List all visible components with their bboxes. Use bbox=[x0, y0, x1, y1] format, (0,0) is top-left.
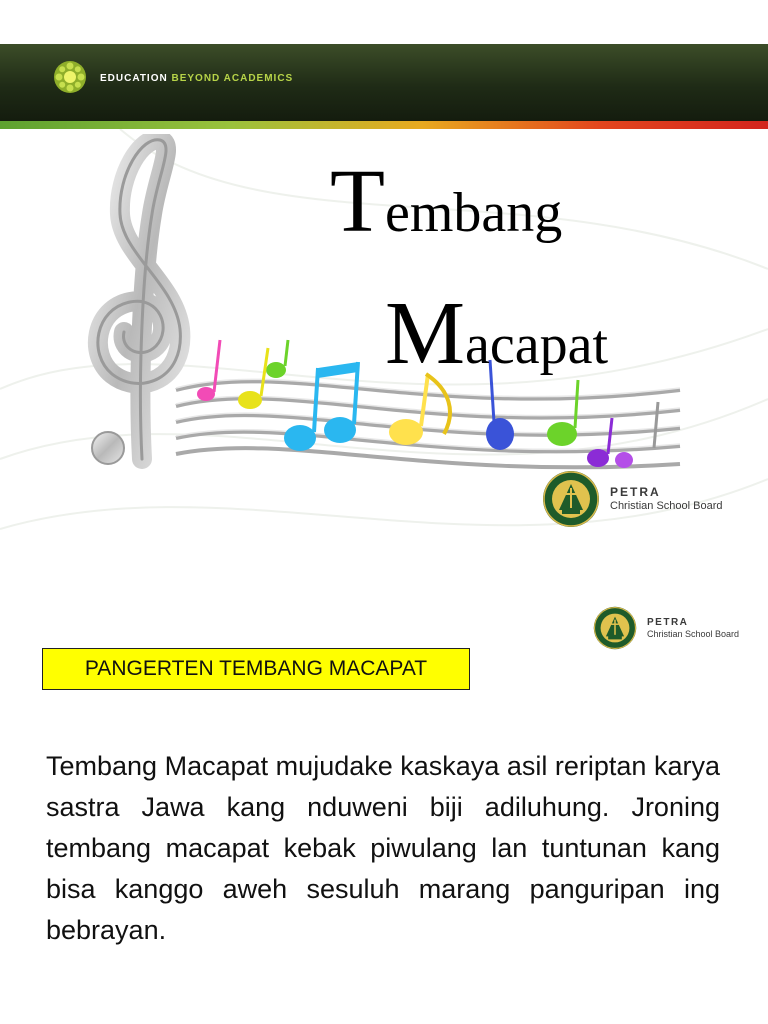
title-line-2 bbox=[385, 282, 608, 385]
section-heading: PANGERTEN TEMBANG MACAPAT bbox=[42, 648, 470, 690]
body-paragraph: Tembang Macapat mujudake kaskaya asil reriptan karya sastra Jawa kang nduweni biji adiluhung. Jroning tembang macapat kebak piwulang lan tuntunan kang bisa kanggo aweh sesuluh marang panguripan ing bebrayan. bbox=[46, 751, 720, 945]
petra-seal-icon bbox=[542, 470, 600, 528]
title-rest-acapat: acapat bbox=[465, 314, 609, 376]
title-rest-embang: embang bbox=[384, 182, 563, 244]
sun-badge-icon bbox=[53, 60, 87, 94]
petra-seal-icon bbox=[593, 606, 637, 650]
school-badge-small bbox=[593, 606, 739, 650]
school-name: PETRA bbox=[647, 617, 689, 629]
school-badge-text bbox=[610, 486, 723, 512]
music-note-icon bbox=[547, 380, 578, 446]
school-badge-text bbox=[647, 617, 739, 639]
title-initial-t: T bbox=[330, 152, 385, 251]
school-subtitle: Christian School Board bbox=[647, 628, 740, 639]
music-note-icon bbox=[587, 402, 658, 468]
school-name: PETRA bbox=[610, 484, 661, 499]
tagline-primary: EDUCATION bbox=[100, 73, 168, 84]
title-line-1 bbox=[330, 150, 562, 253]
title-initial-m: M bbox=[385, 284, 466, 383]
header-color-strip bbox=[0, 121, 768, 129]
school-badge bbox=[542, 470, 723, 528]
banner-tagline bbox=[100, 73, 293, 84]
school-subtitle: Christian School Board bbox=[610, 499, 723, 512]
music-note-icon bbox=[238, 340, 288, 409]
music-note-icon bbox=[284, 362, 358, 451]
music-note-icon bbox=[197, 340, 220, 401]
tagline-accent: BEYOND ACADEMICS bbox=[171, 73, 294, 84]
